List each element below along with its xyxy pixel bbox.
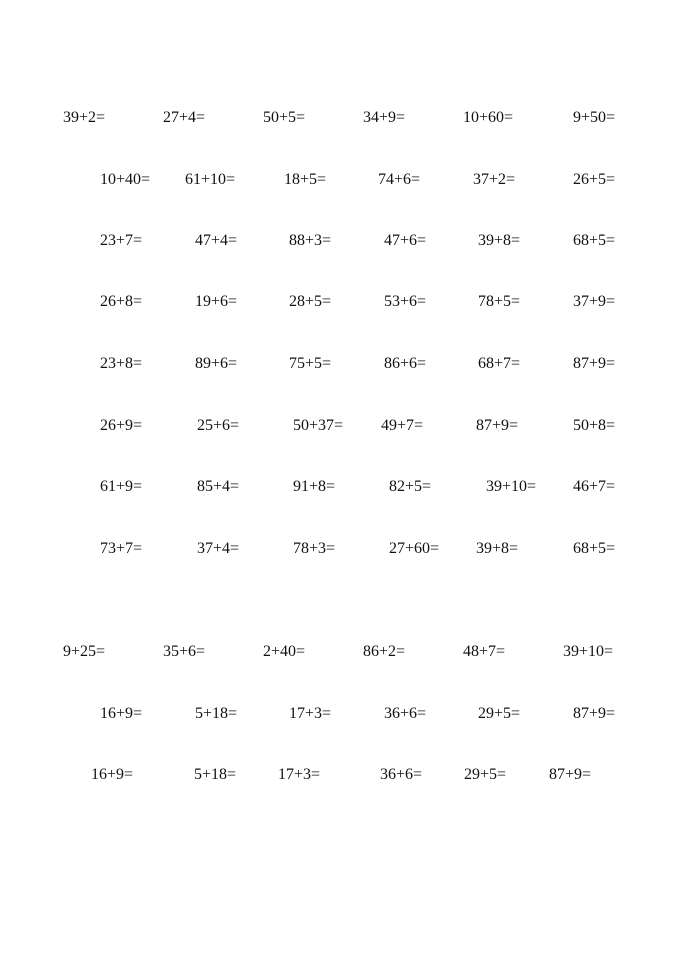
addition-problem: 53+6=: [384, 293, 427, 310]
addition-problem: 23+7=: [100, 232, 143, 249]
addition-problem: 91+8=: [293, 478, 336, 495]
addition-problem: 27+60=: [389, 540, 440, 557]
addition-problem: 37+2=: [473, 171, 516, 188]
addition-problem: 18+5=: [284, 171, 327, 188]
addition-problem: 85+4=: [197, 478, 240, 495]
addition-problem: 39+10=: [486, 478, 537, 495]
addition-problem: 75+5=: [289, 355, 332, 372]
addition-problem: 17+3=: [289, 705, 332, 722]
addition-problem: 35+6=: [163, 643, 206, 660]
problem-row: [0, 477, 688, 501]
problem-row: [0, 170, 688, 194]
addition-problem: 9+50=: [573, 109, 616, 126]
addition-problem: 61+10=: [185, 171, 236, 188]
addition-problem: 74+6=: [378, 171, 421, 188]
addition-problem: 88+3=: [289, 232, 332, 249]
addition-problem: 68+7=: [478, 355, 521, 372]
addition-problem: 87+9=: [573, 355, 616, 372]
problem-row: [0, 765, 688, 789]
addition-problem: 34+9=: [363, 109, 406, 126]
addition-problem: 46+7=: [573, 478, 616, 495]
addition-problem: 49+7=: [381, 417, 424, 434]
addition-problem: 26+5=: [573, 171, 616, 188]
addition-problem: 86+2=: [363, 643, 406, 660]
addition-problem: 19+6=: [195, 293, 238, 310]
addition-problem: 68+5=: [573, 232, 616, 249]
addition-problem: 36+6=: [384, 705, 427, 722]
addition-problem: 78+5=: [478, 293, 521, 310]
problem-row: [0, 642, 688, 666]
problem-row: [0, 416, 688, 440]
addition-problem: 68+5=: [573, 540, 616, 557]
problem-row: [0, 539, 688, 563]
addition-problem: 73+7=: [100, 540, 143, 557]
problem-row: [0, 231, 688, 255]
addition-problem: 29+5=: [478, 705, 521, 722]
addition-problem: 29+5=: [464, 766, 507, 783]
addition-problem: 26+8=: [100, 293, 143, 310]
addition-problem: 37+4=: [197, 540, 240, 557]
addition-problem: 87+9=: [476, 417, 519, 434]
problem-row: [0, 108, 688, 132]
addition-problem: 23+8=: [100, 355, 143, 372]
addition-problem: 50+8=: [573, 417, 616, 434]
addition-problem: 37+9=: [573, 293, 616, 310]
addition-problem: 61+9=: [100, 478, 143, 495]
problem-row: [0, 704, 688, 728]
addition-problem: 48+7=: [463, 643, 506, 660]
addition-problem: 36+6=: [380, 766, 423, 783]
addition-problem: 16+9=: [91, 766, 134, 783]
addition-problem: 2+40=: [263, 643, 306, 660]
addition-problem: 10+60=: [463, 109, 514, 126]
addition-problem: 26+9=: [100, 417, 143, 434]
addition-problem: 5+18=: [195, 705, 238, 722]
addition-problem: 50+37=: [293, 417, 344, 434]
addition-problem: 25+6=: [197, 417, 240, 434]
addition-problem: 82+5=: [389, 478, 432, 495]
addition-problem: 39+8=: [478, 232, 521, 249]
addition-problem: 86+6=: [384, 355, 427, 372]
addition-problem: 39+8=: [476, 540, 519, 557]
addition-problem: 87+9=: [573, 705, 616, 722]
addition-problem: 50+5=: [263, 109, 306, 126]
addition-problem: 47+6=: [384, 232, 427, 249]
addition-problem: 39+2=: [63, 109, 106, 126]
addition-problem: 17+3=: [278, 766, 321, 783]
addition-problem: 9+25=: [63, 643, 106, 660]
addition-problem: 87+9=: [549, 766, 592, 783]
problem-row: [0, 292, 688, 316]
addition-problem: 10+40=: [100, 171, 151, 188]
addition-problem: 89+6=: [195, 355, 238, 372]
addition-problem: 16+9=: [100, 705, 143, 722]
addition-problem: 78+3=: [293, 540, 336, 557]
addition-problem: 28+5=: [289, 293, 332, 310]
addition-problem: 5+18=: [194, 766, 237, 783]
addition-problem: 27+4=: [163, 109, 206, 126]
problem-row: [0, 354, 688, 378]
addition-problem: 39+10=: [563, 643, 614, 660]
addition-problem: 47+4=: [195, 232, 238, 249]
